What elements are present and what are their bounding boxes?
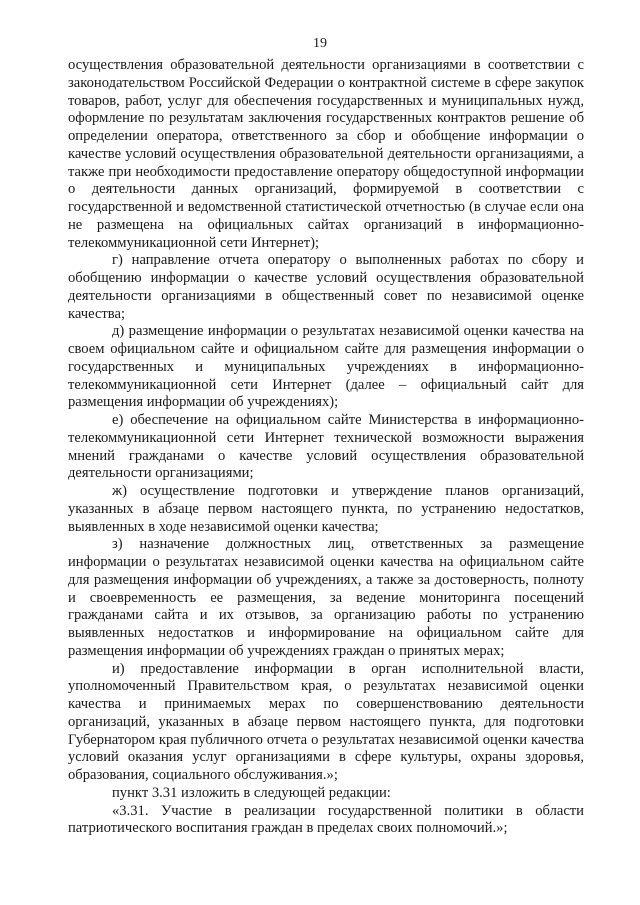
page-number: 19 (313, 36, 327, 51)
paragraph-continuation: осуществления образовательной деятельности организациями в соответствии с законодательством Российской Федерации о контрактной системе в сфере закупок товаров, работ, услуг для обеспечения государственных и муниципальных нужд, оформление по результатам заключения государственных контрактов решение об определении оператора, ответственного за сбор и обобщение информации о качестве условий осуществления образовательной деятельности организациями, а также при необходимости предоставление оператору общедоступной информации о деятельности данных организаций, формируемой в соответствии с государственной и ведомственной статистической отчетностью (в случае если она не размещена на официальных сайтах организаций в информационно-телекоммуникационной сети Интернет); (68, 57, 584, 251)
paragraph-item-z: з) назначение должностных лиц, ответственных за размещение информации о результатах независимой оценки качества на официальном сайте для размещения информации об учреждениях, а также за достоверность, полноту и своевременность ее размещения, за ведение мониторинга посещений гражданами сайта и их отзывов, за организацию работы по устранению выявленных недостатков и информирование на официальном сайте для размещения информации об учреждениях граждан о принятых мерах; (68, 536, 584, 659)
paragraph-item-d: д) размещение информации о результатах независимой оценки качества на своем официальном сайте и официальном сайте для размещения информации о государственных и муниципальных учреждениях в информационно-телекоммуникационной сети Интернет (далее – официальный сайт для размещения информации об учреждениях); (68, 323, 584, 411)
paragraph-item-e: е) обеспечение на официальном сайте Министерства в информационно-телекоммуникационной сети Интернет технической возможности выражения мнений гражданами о качестве условий осуществления образовательной деятельности организациями; (68, 412, 584, 482)
paragraph-amendment-intro: пункт 3.31 изложить в следующей редакции: (112, 784, 391, 801)
paragraph-item-zh: ж) осуществление подготовки и утверждение планов организаций, указанных в абзаце первом настоящего пункта, по устранению недостатков, выявленных в ходе независимой оценки качества; (68, 483, 584, 535)
paragraph-item-g: г) направление отчета оператору о выполненных работах по сбору и обобщению информации о качестве условий осуществления образовательной деятельности организациями в общественный совет по независимой оценке качества; (68, 252, 584, 322)
paragraph-item-i: и) предоставление информации в орган исполнительной власти, уполномоченный Правительством края, о результатах независимой оценки качества и принимаемых мерах по совершенствованию деятельности организаций, указанных в абзаце первом настоящего пункта, для подготовки Губернатором края публичного отчета о результатах независимой оценки качества условий оказания услуг организациями в сфере культуры, охраны здоровья, образования, социального обслуживания.»; (68, 660, 584, 783)
paragraph-amendment-text: «3.31. Участие в реализации государственной политики в области патриотического воспитания граждан в пределах своих полномочий.»; (68, 802, 584, 837)
document-body (68, 57, 584, 838)
